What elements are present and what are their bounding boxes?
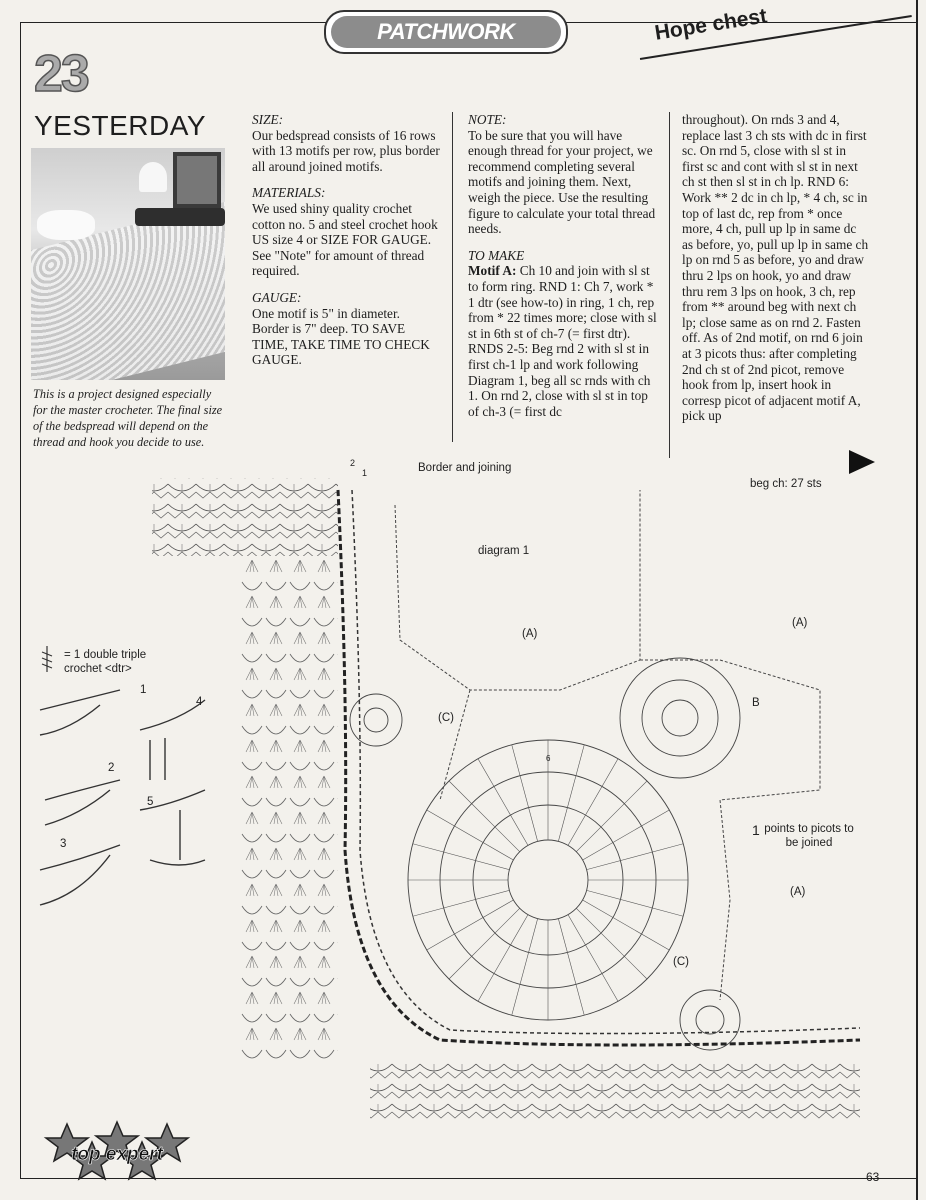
joining-chain (338, 490, 860, 1045)
motif-label: Motif A: (468, 263, 517, 279)
page-number: 63 (866, 1170, 880, 1184)
note-heading: NOTE: (468, 112, 507, 127)
motif-a-label: (A) (522, 628, 538, 640)
materials-text: We used shiny quality crochet cotton no. 5 and steel crochet hook US size 4 or SIZE FOR GAUGE. See "Note" for amount of thread required. (252, 200, 438, 279)
spoke-line (478, 915, 528, 1002)
dtr-symbol-icon (42, 646, 52, 672)
motif-a-label-bottom: (A) (790, 886, 806, 898)
materials-heading: MATERIALS: (252, 185, 326, 201)
motif-a-spokes (408, 740, 688, 1020)
tomake-heading: TO MAKE (468, 247, 525, 263)
step-1: 1 (140, 684, 147, 696)
gauge-heading: GAUGE: (252, 289, 302, 305)
project-number: 23 (34, 45, 88, 103)
section-title: PATCHWORK (331, 16, 561, 48)
spoke-line (587, 844, 684, 870)
dtr-howto-illustration (40, 690, 205, 905)
step-5: 5 (147, 796, 154, 808)
gauge-text: One motif is 5" in diameter. Border is 7" deep. TO SAVE TIME, TAKE TIME TO CHECK GAUGE. (252, 305, 430, 368)
motif-c-bottom (680, 990, 740, 1050)
logo-text: top expert (71, 1144, 163, 1165)
step-4: 4 (196, 696, 203, 708)
motif-text: Ch 10 and join with sl st to form ring. RND 1: Ch 7, work * 1 dtr (see how-to) in ring, 1 ch, rep from * 22 times more; close with sl st in 6th st of ch-7 (= first dtr). RNDS 2-5: Beg rnd 2 with sl st in first ch-1 lp and work following Diagram 1, beg all sc rnds with ch 1. On rnd 2, close with sl st in top of ch-3 (= first dc (468, 263, 657, 419)
border-band-left (240, 560, 338, 1060)
spoke-line (583, 810, 670, 860)
spoke-line (583, 900, 670, 950)
project-title: YESTERDAY (34, 110, 207, 141)
row-marker-2: 2 (350, 458, 356, 468)
border-band-bottom (370, 1060, 860, 1120)
size-text: Our bedspread consists of 16 rows with 13 motifs per row, plus border all around joined motifs. (252, 127, 440, 174)
note-text: To be sure that you will have enough thread for your project, we recommend completing several motifs and joining them. Next, weigh the piece. Use the resulting figure to calculate your total thread needs. (468, 127, 656, 237)
spoke-line (512, 919, 538, 1016)
spoke-line (427, 900, 514, 950)
round-marker-6: 6 (546, 754, 551, 763)
spoke-line (427, 810, 514, 860)
picot-note: points to picots to be joined (764, 823, 854, 849)
motif-c-label-bottom: (C) (673, 956, 689, 968)
border-band-top (152, 478, 338, 556)
motif-a-label-right: (A) (792, 617, 808, 629)
photo-caption: This is a project designed especially for the master crocheter. The final size of the bedspread will depend on the thread and hook you decide to use. (33, 387, 223, 449)
beg-ch-label: beg ch: 27 sts (750, 478, 822, 490)
size-heading: SIZE: (252, 112, 284, 127)
picot-mark: 1 (752, 822, 760, 838)
spoke-line (558, 919, 584, 1016)
mesh-lines (395, 490, 820, 1000)
motif-c-label: (C) (438, 712, 454, 724)
spoke-line (413, 844, 510, 870)
diagram-label: diagram 1 (478, 545, 530, 557)
motif-c-left (350, 694, 402, 746)
step-3: 3 (60, 838, 67, 850)
step-2: 2 (108, 762, 115, 774)
section-tag: Hope chest (653, 4, 769, 45)
spoke-line (558, 745, 584, 842)
spoke-line (478, 759, 528, 846)
top-expert-logo (42, 1120, 192, 1182)
spoke-line (413, 890, 510, 916)
legend-text: = 1 double triple crochet <dtr> (64, 649, 147, 675)
spoke-line (587, 890, 684, 916)
motif-b (620, 658, 740, 778)
continued-text: throughout). On rnds 3 and 4, replace last 3 ch sts with dc in first sc. On rnd 5, close with sl st in first sc and cont with sl st in next ch st then sl st in ch lp. RND 6: Work ** 2 dc in ch lp, * 4 ch, sc in top of last dc, rep from * once more, 4 ch, pull up lp in same dc as before, yo, pull up lp in same ch lp on rnd 5 as before, yo and draw thru 2 lps on hook, yo and draw thru rem 3 lps on hook, 3 ch, rep from ** around beg with next ch lp; close same as on rnd 2. Fasten off. As of 2nd motif, on rnd 6 join at 3 picots thus: after completing 2nd ch st of 2nd picot, remove hook from lp, insert hook in corresp picot of adjacent motif A, pick up (682, 112, 869, 424)
border-joining-label: Border and joining (418, 462, 512, 474)
spoke-line (568, 759, 618, 846)
spoke-line (512, 745, 538, 842)
spoke-line (568, 915, 618, 1002)
row-marker-1: 1 (362, 468, 368, 478)
motif-b-label: B (752, 697, 760, 709)
